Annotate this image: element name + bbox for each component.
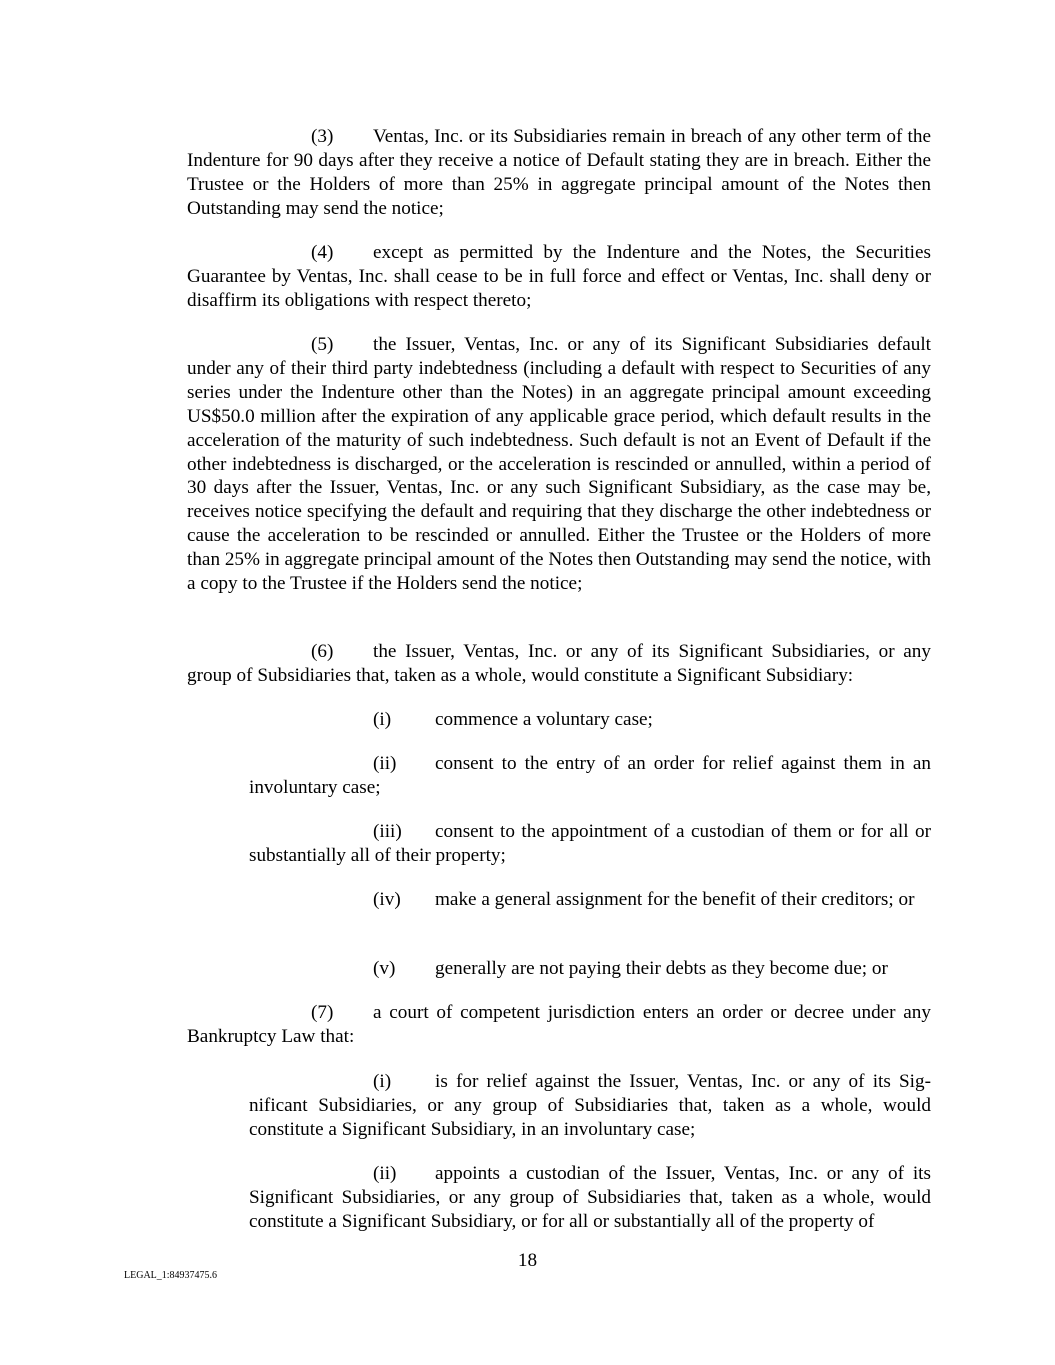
page-number: 18 (517, 1250, 538, 1271)
paragraph-label: (4) (311, 242, 334, 263)
paragraph-7 (187, 1001, 931, 1049)
subitem-6-iv (249, 888, 931, 912)
subitem-text: consent to the entry of an order for relief against them in an involuntary case; (249, 753, 931, 798)
paragraph-text: except as permitted by the Indenture and the Notes, the Securities Guarantee by Ventas, Inc. shall cease to be in full force and effect or Ventas, Inc. shall deny or disaffirm its obligations with respect thereto; (187, 242, 931, 311)
subitem-6-ii (249, 752, 931, 800)
paragraph-label: (3) (311, 126, 334, 147)
subitem-7-ii (249, 1162, 931, 1234)
subitem-6-v (249, 957, 931, 981)
subitem-label: (v) (373, 958, 396, 979)
subitem-label: (i) (373, 709, 392, 730)
subitem-label: (iv) (373, 889, 401, 910)
paragraph-label: (5) (311, 334, 334, 355)
subitem-label: (ii) (373, 753, 397, 774)
subitem-text: consent to the appointment of a custodian of them or for all or substantially all of their property; (249, 821, 931, 866)
subitem-text: is for relief against the Issuer, Ventas, Inc. or any of its Sig-nificant Subsidiaries, or any group of Subsidiaries that, taken as a whole, would constitute a Significant Subsidiary, in an involuntary case; (249, 1071, 931, 1140)
subitem-label: (iii) (373, 821, 402, 842)
paragraph-5 (187, 333, 931, 596)
subitem-label: (i) (373, 1071, 392, 1092)
paragraph-4 (187, 241, 931, 313)
paragraph-3 (187, 125, 931, 221)
subitem-text: commence a voluntary case; (435, 709, 653, 730)
paragraph-text: Ventas, Inc. or its Subsidiaries remain in breach of any other term of the Indenture for 90 days after they receive a notice of Default stating they are in breach. Either the Trustee or the Holders of more than 25% in aggregate principal amount of the Notes then Outstanding may send the notice; (187, 126, 931, 219)
paragraph-label: (7) (311, 1002, 334, 1023)
document-id-footer: LEGAL_1:84937475.6 (124, 1270, 218, 1281)
subitem-text: appoints a custodian of the Issuer, Ventas, Inc. or any of its Significant Subsidiaries, or any group of Subsidiaries that, taken as a whole, would constitute a Significant Subsidiary, or for all or substantially all of the property of (249, 1163, 931, 1232)
paragraph-text: the Issuer, Ventas, Inc. or any of its Significant Subsidiaries, or any group of Subsidiaries that, taken as a whole, would constitute a Significant Subsidiary: (187, 641, 931, 686)
paragraph-6 (187, 640, 931, 688)
paragraph-text: the Issuer, Ventas, Inc. or any of its Significant Subsidiaries default under any of their third party indebtedness (including a default with respect to Securities of any series under the Indenture other than the Notes) in an aggregate principal amount exceeding US$50.0 million after the expiration of any applicable grace period, which default results in the acceleration of the maturity of such indebtedness. Such default is not an Event of Default if the other indebtedness is discharged, or the acceleration is rescinded or annulled, within a period of 30 days after the Issuer, Ventas, Inc. or any such Significant Subsidiary, as the case may be, receives notice specifying the default and requiring that they discharge the other indebtedness or cause the acceleration to be rescinded or annulled. Either the Trustee or the Holders of more than 25% in aggregate principal amount of the Notes then Outstanding may send the notice, with a copy to the Trustee if the Holders send the notice; (187, 334, 931, 595)
subitem-text: make a general assignment for the benefit of their creditors; or (435, 889, 915, 910)
subitem-label: (ii) (373, 1163, 397, 1184)
subitem-7-i (249, 1070, 931, 1142)
paragraph-text: a court of competent jurisdiction enters an order or decree under any Bankruptcy Law that: (187, 1002, 931, 1047)
subitem-6-iii (249, 820, 931, 868)
subitem-text: generally are not paying their debts as they become due; or (435, 958, 888, 979)
subitem-6-i (249, 708, 931, 732)
paragraph-label: (6) (311, 641, 334, 662)
